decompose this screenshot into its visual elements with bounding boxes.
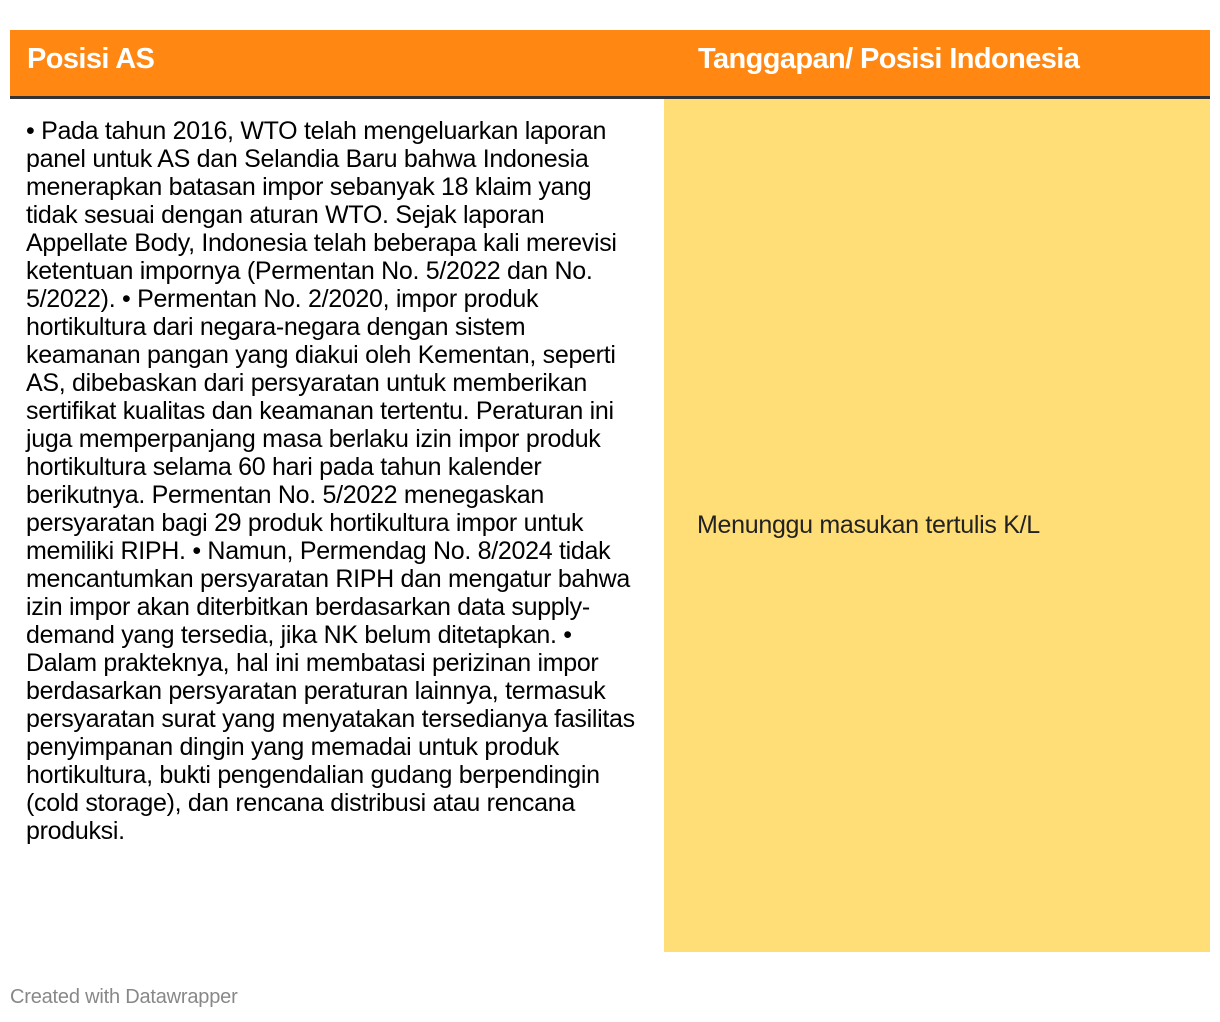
table-row [10,99,1210,952]
header-posisi-as: Posisi AS [27,43,155,75]
cell-tanggapan-indonesia [664,99,1210,952]
header-tanggapan-indonesia: Tanggapan/ Posisi Indonesia [698,43,1080,75]
cell-posisi-as: • Pada tahun 2016, WTO telah mengeluarkan laporan panel untuk AS dan Selandia Baru bahwa Indonesia menerapkan batasan impor sebanyak 18 klaim yang tidak sesuai dengan aturan WTO. Sejak laporan Appellate Body, Indonesia telah beberapa kali merevisi ketentuan impornya (Permentan No. 5/2022 dan No. 5/2022). • Permentan No. 2/2020, impor produk hortikultura dari negara-negara dengan sistem keamanan pangan yang diakui oleh Kementan, seperti AS, dibebaskan dari persyaratan untuk memberikan sertifikat kualitas dan keamanan tertentu. Peraturan ini juga memperpanjang masa berlaku izin impor produk hortikultura selama 60 hari pada tahun kalender berikutnya. Permentan No. 5/2022 menegaskan persyaratan bagi 29 produk hortikultura impor untuk memiliki RIPH. • Namun, Permendag No. 8/2024 tidak mencantumkan persyaratan RIPH dan mengatur bahwa izin impor akan diterbitkan berdasarkan data supply-demand yang tersedia, jika NK belum ditetapkan. • Dalam prakteknya, hal ini membatasi perizinan impor berdasarkan persyaratan peraturan lainnya, termasuk persyaratan surat yang menyatakan tersedianya fasilitas penyimpanan dingin yang memadai untuk produk hortikultura, bukti pengendalian gudang berpendingin (cold storage), dan rencana distribusi atau rencana produksi. [10,99,664,952]
cell-tanggapan-text: Menunggu masukan tertulis K/L [697,511,1040,539]
datawrapper-credit: Created with Datawrapper [10,986,238,1008]
table-header-row [10,30,1210,99]
data-table [10,30,1210,952]
